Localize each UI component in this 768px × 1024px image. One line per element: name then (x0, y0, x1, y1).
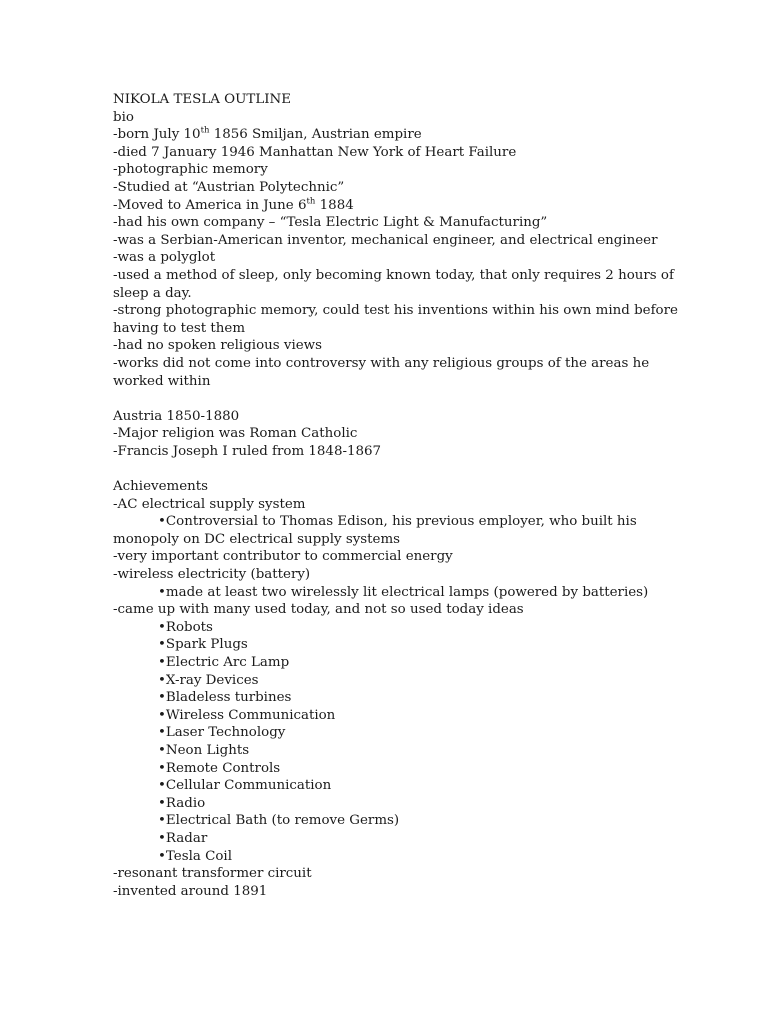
achievement-controversial-line-2: monopoly on DC electrical supply systems (113, 531, 401, 547)
bio-sleep-line-2: sleep a day. (113, 285, 192, 301)
idea-item: •Bladeless turbines (158, 690, 292, 706)
bio-company: -had his own company – “Tesla Electric Light & Manufacturing” (113, 215, 548, 231)
idea-item: •Radar (158, 830, 208, 846)
document-title: NIKOLA TESLA OUTLINE (113, 92, 292, 107)
idea-item: •Radio (158, 795, 206, 811)
bio-works-line-1: -works did not come into controversy with any religious groups of the areas he (113, 355, 650, 371)
section-gap (113, 390, 733, 408)
achievement-resonant: -resonant transformer circuit (113, 866, 312, 882)
achievement-contributor: -very important contributor to commercial energy (113, 549, 453, 565)
idea-item: •Cellular Communication (158, 778, 332, 794)
bio-serbian: -was a Serbian-American inventor, mechanical engineer, and electrical engineer (113, 232, 658, 248)
idea-item: •Wireless Communication (158, 707, 336, 723)
bio-died: -died 7 January 1946 Manhattan New York of Heart Failure (113, 144, 517, 160)
idea-item: •Electric Arc Lamp (158, 655, 290, 670)
achievement-invented: -invented around 1891 (113, 883, 268, 899)
achievement-controversial-line-1: •Controversial to Thomas Edison, his previous employer, who built his (158, 514, 637, 530)
idea-item: •Electrical Bath (to remove Germs) (158, 813, 400, 829)
section-gap (113, 460, 733, 478)
austria-ruler: -Francis Joseph I ruled from 1848-1867 (113, 443, 382, 459)
bio-strong-line-1: -strong photographic memory, could test his inventions within his own mind before (113, 303, 678, 319)
achievements-heading: Achievements (113, 479, 208, 495)
idea-item: •Spark Plugs (158, 637, 248, 653)
document-page (113, 91, 733, 900)
bio-religion: -had no spoken religious views (113, 338, 322, 354)
bio-memory: -photographic memory (113, 162, 268, 178)
idea-item: •Tesla Coil (158, 848, 232, 864)
idea-item: •X-ray Devices (158, 672, 259, 688)
bio-polyglot: -was a polyglot (113, 250, 216, 266)
achievement-ideas: -came up with many used today, and not so used today ideas (113, 602, 524, 618)
bio-studied: -Studied at “Austrian Polytechnic” (113, 179, 345, 195)
idea-item: •Remote Controls (158, 760, 281, 776)
austria-religion: -Major religion was Roman Catholic (113, 426, 358, 442)
idea-item: •Laser Technology (158, 725, 286, 741)
bio-heading: bio (113, 109, 134, 125)
bio-works-line-2: worked within (113, 373, 211, 389)
bio-moved-text: -Moved to America in June 6 (113, 197, 307, 213)
idea-item: •Neon Lights (158, 742, 250, 758)
bio-moved-sup: th (306, 196, 316, 207)
bio-born (113, 126, 733, 144)
bio-born-sup: th (200, 125, 210, 136)
achievement-wireless: -wireless electricity (battery) (113, 567, 311, 583)
bio-moved-rest: 1884 (315, 197, 354, 213)
bio-strong-line-2: having to test them (113, 320, 246, 336)
achievement-ac: -AC electrical supply system (113, 496, 306, 512)
bio-sleep-line-1: -used a method of sleep, only becoming known today, that only requires 2 hours of (113, 267, 674, 283)
bio-moved (113, 197, 733, 215)
achievement-lamps: •made at least two wirelessly lit electrical lamps (powered by batteries) (158, 584, 649, 600)
idea-item: •Robots (158, 619, 213, 635)
bio-born-rest: 1856 Smiljan, Austrian empire (209, 127, 422, 143)
bio-born-text: -born July 10 (113, 127, 201, 143)
austria-heading: Austria 1850-1880 (113, 408, 240, 424)
